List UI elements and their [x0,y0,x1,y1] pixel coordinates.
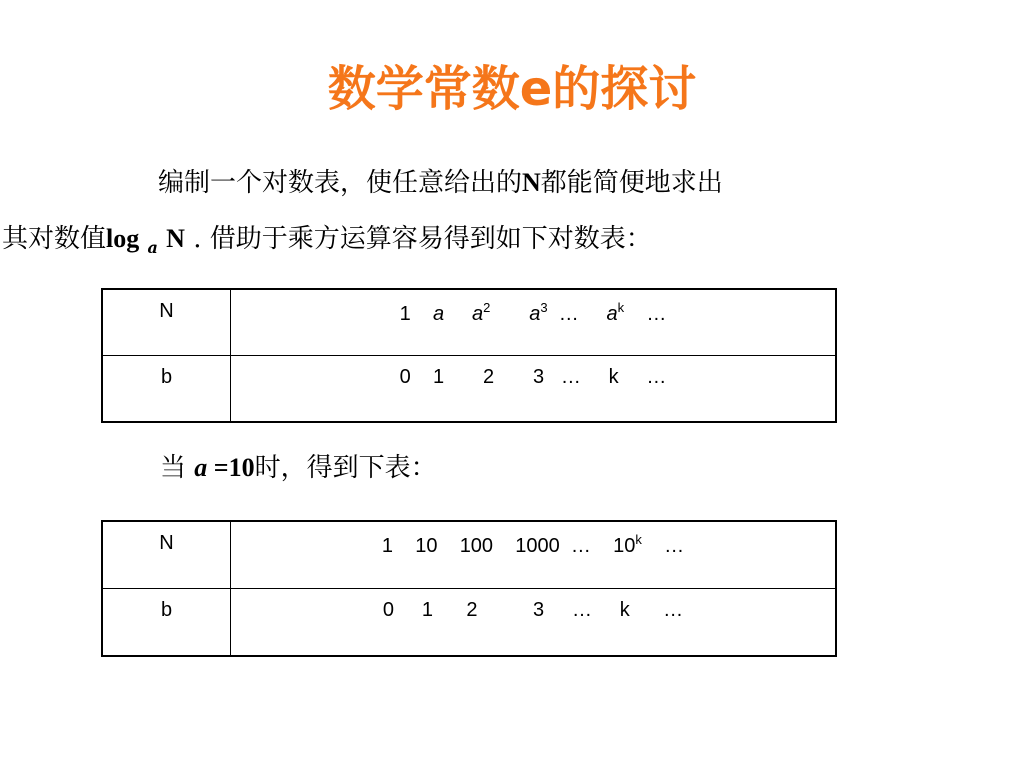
base-value: =10 [207,453,255,482]
intro-n: N [522,168,541,197]
table-header-n: N [102,521,231,589]
log-symbol: log [106,224,140,253]
log-argument: N [166,224,185,253]
intro-paragraph [2,155,910,276]
table-row [102,589,836,657]
intro-text-1: 编制一个对数表，使任意给出的 [158,168,523,198]
intro-text-3: 其对数值 [2,224,107,254]
intro-text-4: . 借助于乘方运算容易得到如下对数表： [184,224,652,254]
log-base: a [147,238,158,257]
table-header-b: b [102,589,231,657]
intro-text-2: 都能简便地求出 [540,168,723,198]
table-header-n: N [102,289,231,356]
table-row [102,521,836,589]
log-table-general [101,288,837,423]
table-row [102,289,836,356]
table-values-n: 1 a $a^2$ $a^3$ … $a^k$ … [231,289,837,356]
base-ten-statement: 当 a =10时，得到下表： [160,453,437,483]
table-row [102,356,836,423]
table-values-b: 0 1 2 3 … k … [231,589,837,657]
base-variable: a [194,453,208,482]
page-title: 数学常数e的探讨 [327,61,697,117]
table-header-b: b [102,356,231,423]
table-values-n: 1 10 100 1000 … 10$^k$ … [231,521,837,589]
table-values-b: 0 1 2 3 … k … [231,356,837,423]
log-table-base10 [101,520,837,657]
